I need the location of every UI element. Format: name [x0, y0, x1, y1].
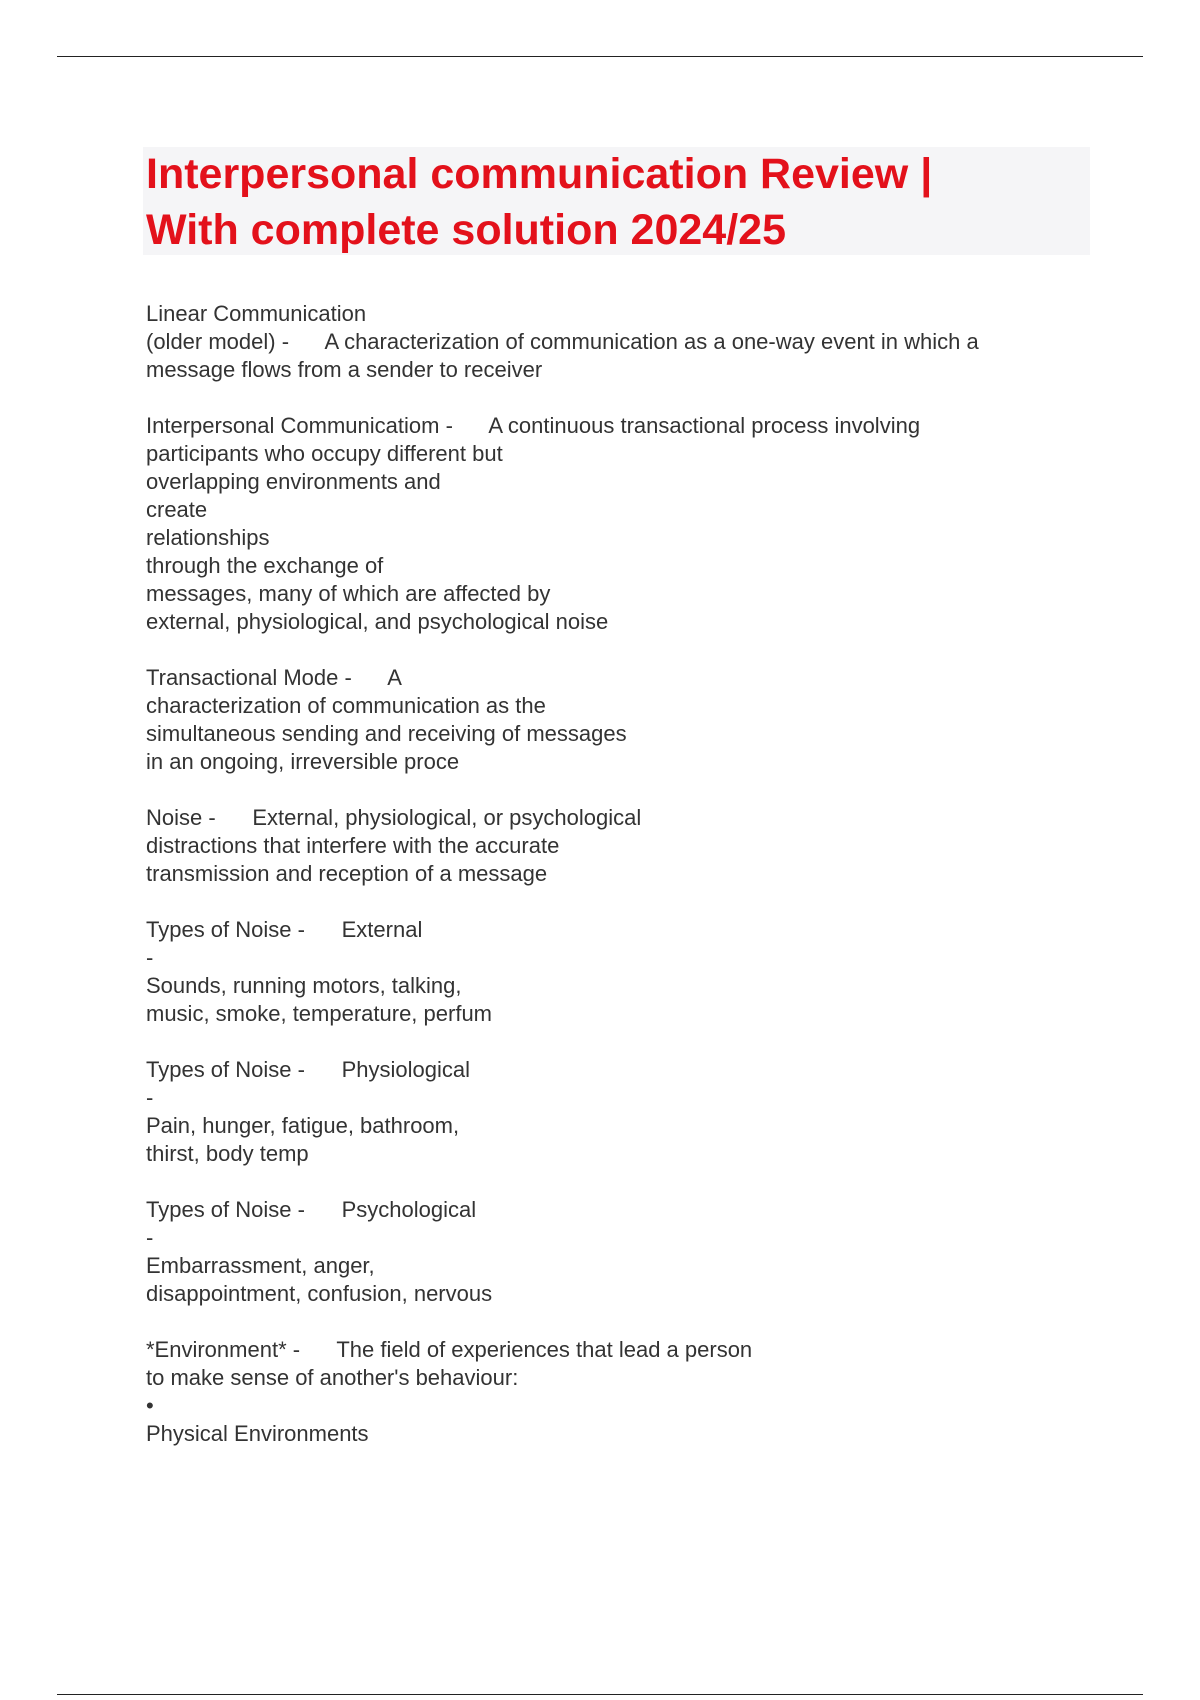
entry-interpersonal-communication	[146, 412, 1086, 636]
entry-line: Sounds, running motors, talking,	[146, 973, 462, 998]
entry-line: external, physiological, and psychological noise	[146, 609, 609, 634]
entry-line: Interpersonal Communicatiom - A continuous transactional process involving	[146, 413, 921, 438]
entry-line: in an ongoing, irreversible proce	[146, 749, 460, 774]
entry-environment	[146, 1336, 1086, 1448]
entry-line: create	[146, 497, 208, 522]
entry-line: message flows from a sender to receiver	[146, 357, 543, 382]
entry-noise-psychological	[146, 1196, 1086, 1308]
entry-line: characterization of communication as the	[146, 693, 546, 718]
entry-line: Noise - External, physiological, or psychological	[146, 805, 642, 830]
entry-line: *Environment* - The field of experiences that lead a person	[146, 1337, 753, 1362]
entry-line: disappointment, confusion, nervous	[146, 1281, 493, 1306]
entry-line: simultaneous sending and receiving of messages	[146, 721, 627, 746]
entry-line: overlapping environments and	[146, 469, 441, 494]
entry-transactional-mode	[146, 664, 1086, 776]
top-rule	[57, 56, 1143, 57]
entry-line: Types of Noise - External	[146, 917, 423, 942]
title-line-2: With complete solution 2024/25	[146, 206, 786, 254]
entry-line: -	[146, 1085, 154, 1110]
entry-line: distractions that interfere with the accurate	[146, 833, 560, 858]
entry-line: Transactional Mode - A	[146, 665, 402, 690]
bullet-marker: •	[146, 1393, 154, 1418]
document-title	[143, 147, 1090, 255]
entry-line: transmission and reception of a message	[146, 861, 548, 886]
entry-line: music, smoke, temperature, perfum	[146, 1001, 493, 1026]
entry-line: through the exchange of	[146, 553, 384, 578]
bottom-rule	[57, 1694, 1143, 1695]
entry-line: Pain, hunger, fatigue, bathroom,	[146, 1113, 460, 1138]
entry-noise-external	[146, 916, 1086, 1028]
entry-line: thirst, body temp	[146, 1141, 309, 1166]
entry-line: -	[146, 945, 154, 970]
entry-line: to make sense of another's behaviour:	[146, 1365, 519, 1390]
entry-noise-physiological	[146, 1056, 1086, 1168]
entry-line: relationships	[146, 525, 270, 550]
entry-line: Linear Communication	[146, 301, 367, 326]
entry-line: participants who occupy different but	[146, 441, 503, 466]
entry-linear-communication	[146, 300, 1086, 384]
entry-line: Types of Noise - Psychological	[146, 1197, 477, 1222]
entry-line: messages, many of which are affected by	[146, 581, 551, 606]
entry-line: (older model) - A characterization of communication as a one-way event in which a	[146, 329, 979, 354]
entry-noise	[146, 804, 1086, 888]
title-line-1: Interpersonal communication Review |	[146, 150, 933, 198]
entry-line: Types of Noise - Physiological	[146, 1057, 471, 1082]
entry-line: Embarrassment, anger,	[146, 1253, 375, 1278]
entry-line: Physical Environments	[146, 1421, 369, 1446]
entry-line: -	[146, 1225, 154, 1250]
flashcard-list	[146, 300, 1086, 1476]
